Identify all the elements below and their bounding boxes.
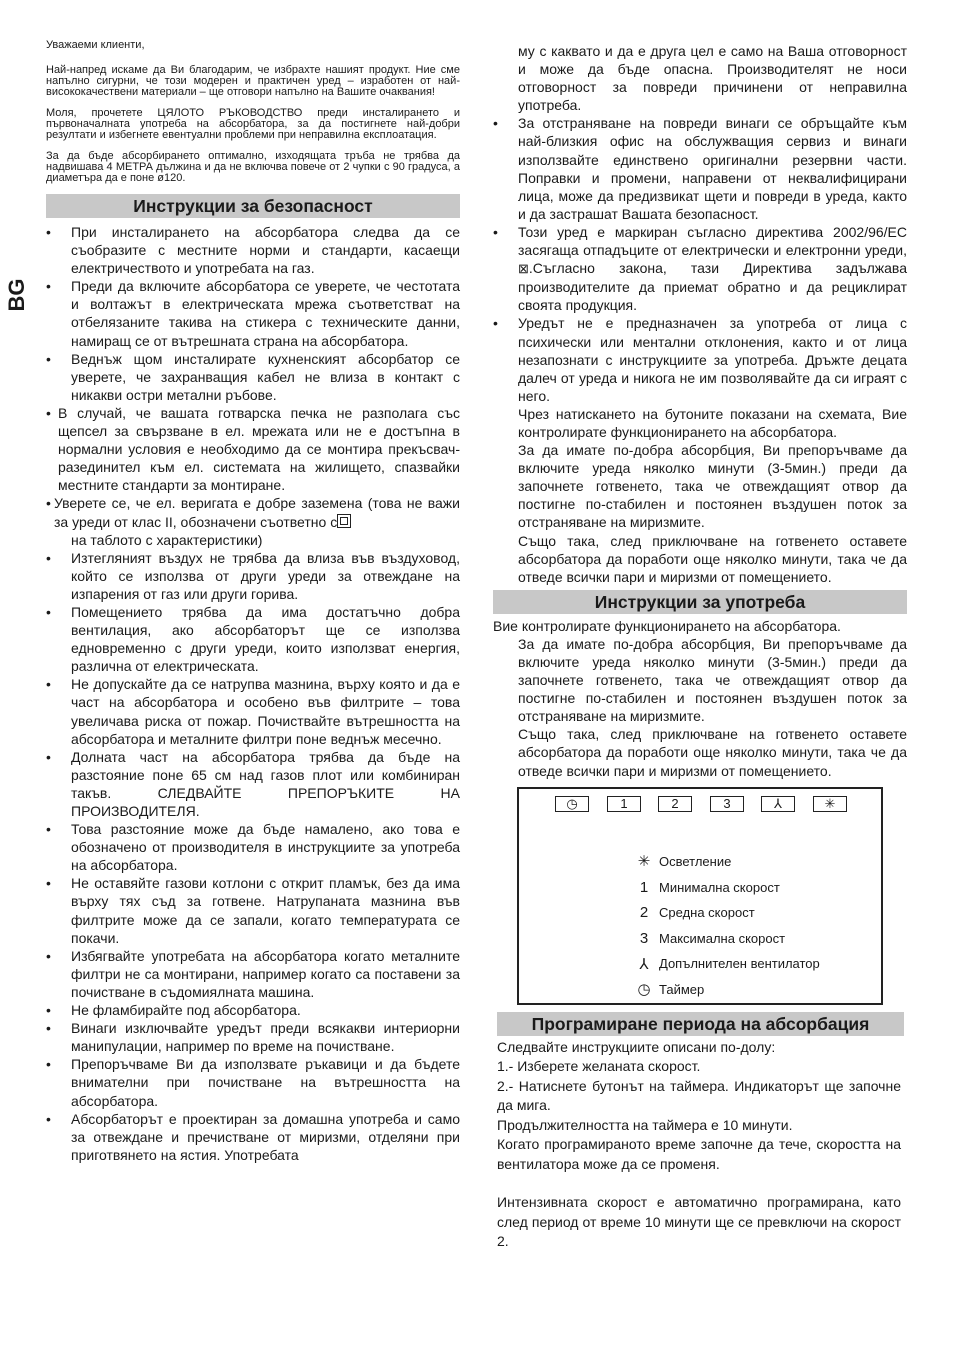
language-tab (0, 264, 34, 324)
intro-paragraph-1: Най-напред искаме да Ви благодарим, че избрахте нашият продукт. Ние сме напълно сигурни, че този модерен и практичен уред – изработен от най-висококачествени материали – ще отговори напълно на Вашите очаквания! (46, 64, 460, 98)
programming-line: Следвайте инструкциите описани по-долу: (497, 1038, 776, 1055)
list-item: • За отстраняване на повреди винаги се обръщайте към най-близкия офис на обслужващия сервиз и винаги използвайте единствено оригинални резервни части. Поправки и промени, направени от неквалифицирани лица, може да предизвикат щети и повреди в уреда, както и да застрашат Вашата безопасност. (493, 114, 907, 223)
timer-icon: ◷ (566, 795, 578, 811)
weee-text-cont: .Съгласно закона, тази Директива задължава производителите да приемат обратно и да рециклират своята продукция. (518, 260, 907, 314)
speed-3-button (710, 796, 744, 812)
list-item: • Преди да включите абсорбатора се уверете, че честотата и волтажът в електрическата мрежа съответстват на отбелязаните такива на стикера с техническите данни, намиращ се от вътрешната страна на абсорбатора. (46, 277, 460, 349)
greeting: Уважаеми клиенти, (46, 39, 145, 51)
light-button (813, 796, 847, 812)
list-item: • Това разстояние може да бъде намалено, ако това е обозначено от производителя в инструкциите за употреба на абсорбатора. (46, 820, 460, 874)
legend-label: Допълнителен вентилатор (659, 956, 820, 972)
list-item-continued: му с каквато и да е друга цел е само на Ваша отговорност и може да бъде опасна. Производителят не носи отговорност за повреди причинени от неправилна употреба. (518, 43, 907, 114)
legend-label: Таймер (659, 981, 705, 997)
legend-label: Минимална скорост (659, 879, 780, 895)
speed-2-button (658, 796, 692, 812)
programming-line: Продължителността на таймера е 10 минути. (497, 1116, 793, 1133)
timer-button (555, 796, 589, 812)
legend-label: Осветление (659, 853, 732, 869)
programming-line: 2.- Натиснете бутонът на таймера. Индикаторът ще започне да мига. (497, 1077, 901, 1114)
speed-1-label: 1 (620, 795, 628, 811)
list-item: • Помещението трябва да има достатъчно добра вентилация, ако абсорбаторът ще се използва едновременно с други уреди, които използват енергия, различна от електрическата. (46, 603, 460, 675)
legend-row (629, 977, 820, 1003)
left-column (46, 40, 460, 1164)
intro-paragraph-3: За да бъде абсорбирането оптимално, изходящата тръба не трябва да надвишава 4 МЕТРА дължина и да не включва повече от 2 чупки с 90 градуса, а диаметъра да е поне ø120. (46, 150, 460, 184)
right-column (493, 42, 907, 1252)
grounding-text: Уверете се, че ел. веригата е добре заземена (това не важи за уреди от клас II, обозначени съответно с (54, 495, 460, 530)
extra-notes (493, 405, 907, 586)
list-item: • Не фламбирайте под абсорбатора. (46, 1001, 460, 1019)
weee-text: Този уред е маркиран съгласно директива 2002/96/EC засягаща отпадъците от електрически и електронни уреди, (518, 223, 907, 259)
programming-title: Програмиране периода на абсорбация (497, 1012, 904, 1036)
safety-list-continued (493, 42, 907, 405)
fan-icon: ⅄ (639, 955, 649, 973)
intro-paragraph-2: Моля, прочетете ЦЯЛОТО РЪКОВОДСТВО преди инсталирането и първоначалната употреба на абсорбатора, за да постигнете най-добри резултати и избегнете евентуални проблеми при неправилна експлоатация. (46, 107, 460, 141)
usage-body (493, 635, 907, 780)
list-item: • Не допускайте да се натрупва мазнина, върху която и да е част на абсорбатора и особено във филтрите – това увеличава риска от пожар. Почиствайте вътрешността на абсорбатора и металните филтри поне веднъж месечно. (46, 675, 460, 747)
light-icon: ✳ (824, 795, 836, 811)
list-item: • Не оставяйте газови котлони с открит пламък, без да има върху тях съд за готвене. Натрупаната мазнина във филтрите може да се запали, когато температурата се покачи. (46, 874, 460, 946)
usage-paragraph-3: Също така, след приключване на готвенето оставете абсорбатора да поработи още няколко минути, така че да отведе всички пари и миризми от помещението. (518, 726, 907, 779)
list-item: • Абсорбаторът е проектиран за домашна употреба и само за отвеждане и пречистване от миризми, отделяни при приготвянето на ястия. Употребата (46, 1110, 460, 1164)
legend-row (629, 900, 820, 926)
programming-line: 1.- Изберете желаната скорост. (497, 1058, 701, 1075)
legend-row (629, 874, 820, 900)
list-item (46, 494, 460, 548)
list-item: • Избягвайте употребата на абсорбатора когато металните филтри не са монтирани, например когато са поставени за почистване в съдомиялната машина. (46, 947, 460, 1001)
list-item: • В случай, че вашата готварска печка не разполага със щепсел за свързване в ел. мрежата или не е достъпна в нормални условия е необходимо да се монтира прекъсвач-разединител към ел. системата на жилището, спазвайки местните стандарти за монтиране. (46, 404, 460, 494)
programming-line: Когато програмираното време започне да тече, скоростта на вентилатора може да се променя. (497, 1136, 901, 1172)
speed-1-button (607, 796, 641, 812)
programming-final: Интензивната скорост е автоматично програмирана, като след период от време 10 минути ще се превключи на скорост 2. (497, 1194, 901, 1250)
legend-row (629, 849, 820, 875)
list-item: • Препоръчваме Ви да използвате ръкавици и да бъдете внимателни при почистване на вътрешността на абсорбатора. (46, 1055, 460, 1109)
legend-row (629, 951, 820, 977)
speed-2-icon: 2 (639, 904, 649, 922)
grounding-text-cont: на таблото с характеристики) (71, 531, 263, 548)
legend-row (629, 925, 820, 951)
list-item: • Долната част на абсорбатора трябва да бъде на разстояние поне 65 см над газов плот или комбиниран такъв. СЛЕДВАЙТЕ ПРЕПОРЪКИТЕ НА ПРОИЗВОДИТЕЛЯ. (46, 748, 460, 820)
list-item: • Винаги изключвайте уредът преди всякакви интериорни манипулации, например по време на почистване. (46, 1019, 460, 1055)
speed-1-icon: 1 (639, 878, 649, 896)
light-icon: ✳ (637, 853, 651, 871)
list-item (493, 223, 907, 314)
fan-icon: ⅄ (774, 795, 782, 811)
intro (46, 40, 460, 184)
speed-3-icon: 3 (639, 929, 649, 947)
control-panel-diagram (517, 787, 883, 1005)
speed-3-label: 3 (723, 795, 731, 811)
list-item: • При инсталирането на абсорбатора следва да се съобразите с местните норми и стандарти, касаещи електричеството и употребата на газ. (46, 223, 460, 277)
timer-icon: ◷ (637, 981, 651, 999)
class-ii-icon (337, 514, 351, 528)
programming-body (497, 1038, 901, 1252)
usage-paragraph-1: Вие контролирате функционирането на абсорбатора. (493, 617, 841, 634)
list-item: • Веднъж щом инсталирате кухненският абсорбатор се уверете, че захранващия кабел не влиза в контакт с никакви остри метални ръбове. (46, 350, 460, 404)
panel-legend (629, 849, 820, 1003)
language-tab-label: BG (4, 278, 29, 312)
list-item: • Уредът не е предназначен за употреба от лица с психически или ментални отклонения, както и от лица незапознати с инструкциите за употреба. Дръжте децата далеч от уреда и никога не им позволявайте да си играят с него. (493, 314, 907, 404)
legend-label: Максимална скорост (659, 930, 786, 946)
safety-list (46, 223, 460, 1164)
extra-note: Чрез натискането на бутоните показани на схемата, Вие контролирате функционирането на абсорбатора. (518, 405, 907, 440)
usage-title: Инструкции за употреба (493, 590, 907, 614)
safety-title: Инструкции за безопасност (46, 194, 460, 218)
legend-label: Средна скорост (659, 905, 755, 921)
fan-button (761, 796, 795, 812)
weee-bin-icon: ⊠ (518, 261, 529, 277)
usage-paragraph-2: За да имате по-добра абсорбция, Ви препоръчваме да включите уреда няколко минути (3-5мин.) преди да започнете готвенето, така че отвеждащият отвор да постигне по-стабилен и постоянен въздушен поток за отстраняване на миризмите. (518, 635, 907, 725)
list-item: • Изтегляният въздух не трябва да влиза във въздуховод, който се използва от други уреди за отвеждане на изпарения от газ или други горива. (46, 549, 460, 603)
extra-note: Също така, след приключване на готвенето оставете абсорбатора да поработи още няколко минути, така че да отведе всички пари и миризми от помещението. (518, 532, 907, 585)
extra-note: За да имате по-добра абсорбция, Ви препоръчваме да включите уреда няколко минути (3-5мин.) преди да започнете готвенето, така че отвеждащият отвор да постигне по-стабилен и постоянен въздушен поток за отстраняване на миризмите. (518, 442, 907, 531)
speed-2-label: 2 (671, 795, 679, 811)
